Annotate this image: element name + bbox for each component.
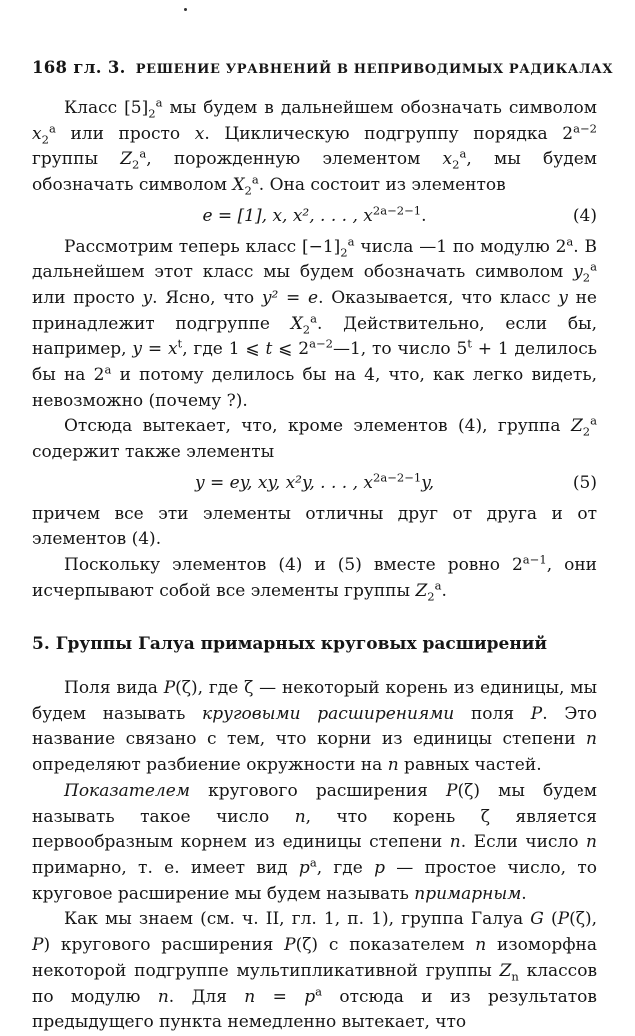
ink-speck <box>184 8 187 11</box>
paragraph: причем все эти элементы отличны друг от друга и от элементов (4). <box>32 503 597 550</box>
paragraph: Отсюда вытекает, что, кроме элементов (4), группа $Z_2^a$ содержит также элементы <box>32 413 597 463</box>
page-body <box>32 96 597 1036</box>
paragraph: Поля вида P(ζ), где ζ — некоторый корень из единицы, мы будем называть круговыми расширениями поля P. Это название связано с тем, что корни из единицы степени n определяют разбиение окружности на n равных частей. <box>32 678 597 776</box>
paragraph: Класс $[5]_2^a$ мы будем в дальнейшем обозначать символом $x_2^a$ или просто x. Циклическую подгруппу порядка $2^{a-2}$ группы $Z_2^a$, порожденную элементом $x_2^a$, мы будем обозначать символом $X_2^a$. Она состоит из элементов <box>32 95 597 198</box>
section-heading: 5. Группы Галуа примарных круговых расширений <box>32 634 548 655</box>
paragraph: Показателем кругового расширения P(ζ) мы будем называть такое число n, что корень ζ является первообразным корнем из единицы степени n. Если число n примарно, т. е. имеет вид $p^a$, где p — простое число, то круговое расширение мы будем называть примарным. <box>32 780 598 904</box>
paragraph: Как мы знаем (см. ч. II, гл. 1, п. 1), группа Галуа G (P(ζ), P) кругового расширения P(ζ) с показателем n изоморфна некоторой подгруппе мультипликативной группы $Z_n$ классов по модулю n. Для $n = p^a$ отсюда и из результатов предыдущего пункта немедленно вытекает, что <box>32 909 598 1033</box>
chapter-label: гл. 3. <box>73 58 126 77</box>
formula-5: y = ey, xy, x²y, . . . , $x^{2a-2-1}y$, (5) <box>32 471 597 497</box>
equation-number: (5) <box>572 472 597 493</box>
chapter-title: РЕШЕНИЕ УРАВНЕНИЙ В НЕПРИВОДИМЫХ РАДИКАЛАХ <box>135 62 614 77</box>
equation-number: (4) <box>572 205 597 226</box>
page-number: 168 <box>32 58 68 77</box>
paragraph: Поскольку элементов (4) и (5) вместе ровно $2^{a-1}$, они исчерпывают собой все элементы группы $Z_2^a$. <box>32 552 597 604</box>
formula-4: e = [1], x, x², . . . , $x^{2a-2-1}$. (4) <box>32 204 597 230</box>
running-header <box>32 58 614 77</box>
paragraph: Рассмотрим теперь класс $[-1]_2^a$ числа —1 по модулю 2$^a$. В дальнейшем этот класс мы будем обозначать символом $y_2^a$ или просто y. Ясно, что y² = e. Оказывается, что класс y не принадлежит подгруппе $X_2^a$. Действительно, если бы, например, $y = x^t$, где 1 ⩽ t ⩽ $2^{a-2}—1$, то число $5^t + 1$ делилось бы на 2$^a$ и потому делилось бы на 4, что, как легко видеть, невозможно (почему ?). <box>32 233 597 411</box>
